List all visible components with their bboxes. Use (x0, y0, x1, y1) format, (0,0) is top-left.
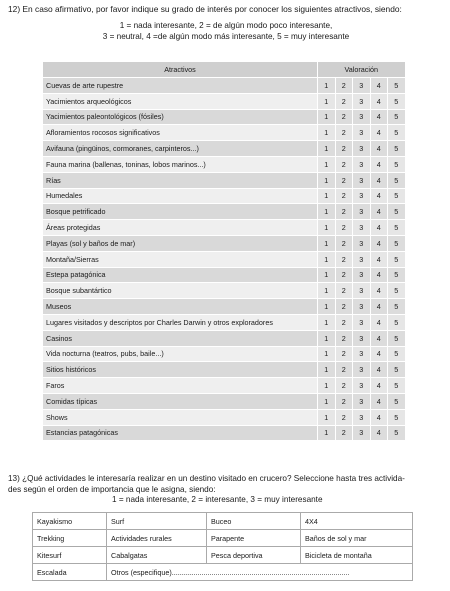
rating-option-5[interactable]: 5 (388, 409, 406, 425)
rating-option-4[interactable]: 4 (370, 188, 388, 204)
attraction-name: Faros (43, 378, 318, 394)
rating-option-3[interactable]: 3 (353, 188, 371, 204)
rating-option-4[interactable]: 4 (370, 251, 388, 267)
attraction-name: Estepa patagónica (43, 267, 318, 283)
question-13 (8, 474, 444, 506)
attraction-name: Humedales (43, 188, 318, 204)
attraction-name: Afloramientos rocosos significativos (43, 125, 318, 141)
rating-option-3[interactable]: 3 (353, 204, 371, 220)
attraction-row (43, 141, 406, 157)
activity-row (33, 513, 413, 530)
rating-option-4[interactable]: 4 (370, 125, 388, 141)
rating-option-4[interactable]: 4 (370, 330, 388, 346)
question-12-text: 12) En caso afirmativo, por favor indique su grado de interés por conocer los siguientes atractivos, siendo: (8, 4, 402, 14)
rating-option-2[interactable]: 2 (335, 362, 353, 378)
attraction-row (43, 188, 406, 204)
rating-option-3[interactable]: 3 (353, 425, 371, 441)
rating-option-3[interactable]: 3 (353, 220, 371, 236)
attraction-name: Avifauna (pingüinos, cormoranes, carpinteros...) (43, 141, 318, 157)
attraction-name: Vida nocturna (teatros, pubs, baile...) (43, 346, 318, 362)
other-specify-field[interactable]: Otros (especifique)......................................................................................... (107, 564, 413, 581)
attraction-row (43, 109, 406, 125)
attraction-name: Casinos (43, 330, 318, 346)
rating-option-4[interactable]: 4 (370, 204, 388, 220)
attraction-name: Playas (sol y baños de mar) (43, 235, 318, 251)
activity-cell[interactable]: Actividades rurales (107, 530, 207, 547)
rating-option-3[interactable]: 3 (353, 393, 371, 409)
rating-option-4[interactable]: 4 (370, 220, 388, 236)
attraction-name: Yacimientos arqueológicos (43, 93, 318, 109)
rating-option-3[interactable]: 3 (353, 283, 371, 299)
rating-option-1[interactable]: 1 (318, 393, 336, 409)
rating-option-4[interactable]: 4 (370, 378, 388, 394)
rating-option-5[interactable]: 5 (388, 267, 406, 283)
activity-row (33, 530, 413, 547)
attraction-name: Lugares visitados y descriptos por Charles Darwin y otros exploradores (43, 314, 318, 330)
rating-option-1[interactable]: 1 (318, 204, 336, 220)
rating-option-2[interactable]: 2 (335, 283, 353, 299)
attraction-row (43, 299, 406, 315)
activity-row (33, 547, 413, 564)
rating-option-5[interactable]: 5 (388, 188, 406, 204)
rating-option-5[interactable]: 5 (388, 251, 406, 267)
rating-option-5[interactable]: 5 (388, 156, 406, 172)
rating-option-2[interactable]: 2 (335, 156, 353, 172)
rating-option-5[interactable]: 5 (388, 93, 406, 109)
attraction-row (43, 172, 406, 188)
rating-option-4[interactable]: 4 (370, 299, 388, 315)
rating-option-4[interactable]: 4 (370, 409, 388, 425)
activity-cell[interactable]: Bicicleta de montaña (301, 547, 413, 564)
rating-option-2[interactable]: 2 (335, 409, 353, 425)
rating-option-5[interactable]: 5 (388, 109, 406, 125)
rating-option-2[interactable]: 2 (335, 172, 353, 188)
attraction-row (43, 204, 406, 220)
rating-option-5[interactable]: 5 (388, 172, 406, 188)
rating-option-5[interactable]: 5 (388, 220, 406, 236)
rating-option-2[interactable]: 2 (335, 378, 353, 394)
activity-cell[interactable]: Cabalgatas (107, 547, 207, 564)
rating-option-3[interactable]: 3 (353, 109, 371, 125)
attraction-row (43, 425, 406, 441)
activities-table (32, 512, 413, 581)
attraction-name: Montaña/Sierras (43, 251, 318, 267)
rating-option-2[interactable]: 2 (335, 314, 353, 330)
rating-option-1[interactable]: 1 (318, 425, 336, 441)
rating-option-5[interactable]: 5 (388, 204, 406, 220)
rating-option-1[interactable]: 1 (318, 220, 336, 236)
scale-line-1: 1 = nada interesante, 2 = de algún modo poco interesante, (119, 21, 333, 30)
rating-option-1[interactable]: 1 (318, 314, 336, 330)
attraction-row (43, 125, 406, 141)
rating-option-5[interactable]: 5 (388, 235, 406, 251)
rating-option-4[interactable]: 4 (370, 425, 388, 441)
rating-option-4[interactable]: 4 (370, 78, 388, 94)
rating-option-4[interactable]: 4 (370, 314, 388, 330)
rating-option-1[interactable]: 1 (318, 362, 336, 378)
attraction-row (43, 330, 406, 346)
rating-option-4[interactable]: 4 (370, 172, 388, 188)
rating-option-3[interactable]: 3 (353, 141, 371, 157)
rating-option-2[interactable]: 2 (335, 299, 353, 315)
rating-option-2[interactable]: 2 (335, 204, 353, 220)
question-13-line-2: des según el orden de importancia que le asigna, siendo: (8, 484, 216, 494)
activity-row (33, 564, 413, 581)
attraction-row (43, 78, 406, 94)
rating-option-3[interactable]: 3 (353, 362, 371, 378)
rating-option-1[interactable]: 1 (318, 299, 336, 315)
activity-cell[interactable]: Escalada (33, 564, 107, 581)
attraction-row (43, 314, 406, 330)
rating-option-1[interactable]: 1 (318, 156, 336, 172)
attraction-row (43, 409, 406, 425)
rating-option-2[interactable]: 2 (335, 425, 353, 441)
activity-cell[interactable]: Pesca deportiva (207, 547, 301, 564)
rating-option-4[interactable]: 4 (370, 93, 388, 109)
attraction-name: Bosque petrificado (43, 204, 318, 220)
rating-option-2[interactable]: 2 (335, 141, 353, 157)
rating-option-3[interactable]: 3 (353, 93, 371, 109)
rating-option-1[interactable]: 1 (318, 172, 336, 188)
rating-option-1[interactable]: 1 (318, 141, 336, 157)
rating-option-2[interactable]: 2 (335, 393, 353, 409)
rating-option-1[interactable]: 1 (318, 346, 336, 362)
rating-option-2[interactable]: 2 (335, 346, 353, 362)
rating-option-3[interactable]: 3 (353, 251, 371, 267)
rating-option-5[interactable]: 5 (388, 299, 406, 315)
header-attractions: Atractivos (43, 62, 318, 78)
rating-option-2[interactable]: 2 (335, 235, 353, 251)
rating-option-3[interactable]: 3 (353, 78, 371, 94)
attraction-name: Sitios históricos (43, 362, 318, 378)
rating-option-4[interactable]: 4 (370, 156, 388, 172)
rating-option-3[interactable]: 3 (353, 346, 371, 362)
attraction-name: Estancias patagónicas (43, 425, 318, 441)
rating-option-2[interactable]: 2 (335, 78, 353, 94)
activity-cell[interactable]: Surf (107, 513, 207, 530)
rating-option-3[interactable]: 3 (353, 378, 371, 394)
rating-option-4[interactable]: 4 (370, 267, 388, 283)
rating-option-3[interactable]: 3 (353, 172, 371, 188)
rating-option-2[interactable]: 2 (335, 93, 353, 109)
rating-option-5[interactable]: 5 (388, 141, 406, 157)
attraction-name: Shows (43, 409, 318, 425)
question-13-scale: 1 = nada interesante, 2 = interesante, 3 = muy interesante (112, 495, 323, 504)
attraction-row (43, 393, 406, 409)
attraction-row (43, 220, 406, 236)
question-13-line-1: 13) ¿Qué actividades le interesaría realizar en un destino visitado en crucero? Seleccione hasta tres activida- (8, 474, 405, 483)
rating-option-5[interactable]: 5 (388, 330, 406, 346)
rating-option-1[interactable]: 1 (318, 109, 336, 125)
rating-option-5[interactable]: 5 (388, 78, 406, 94)
rating-option-3[interactable]: 3 (353, 314, 371, 330)
attraction-row (43, 378, 406, 394)
rating-option-5[interactable]: 5 (388, 283, 406, 299)
rating-option-3[interactable]: 3 (353, 330, 371, 346)
activity-cell[interactable]: Trekking (33, 530, 107, 547)
attraction-name: Yacimientos paleontológicos (fósiles) (43, 109, 318, 125)
rating-option-5[interactable]: 5 (388, 425, 406, 441)
rating-option-1[interactable]: 1 (318, 409, 336, 425)
attraction-name: Rías (43, 172, 318, 188)
attraction-row (43, 93, 406, 109)
attraction-name: Áreas protegidas (43, 220, 318, 236)
attraction-row (43, 283, 406, 299)
rating-option-1[interactable]: 1 (318, 267, 336, 283)
attraction-name: Bosque subantártico (43, 283, 318, 299)
rating-option-5[interactable]: 5 (388, 378, 406, 394)
rating-option-5[interactable]: 5 (388, 362, 406, 378)
rating-option-2[interactable]: 2 (335, 330, 353, 346)
rating-option-1[interactable]: 1 (318, 235, 336, 251)
rating-option-2[interactable]: 2 (335, 251, 353, 267)
rating-option-2[interactable]: 2 (335, 125, 353, 141)
attraction-row (43, 362, 406, 378)
rating-option-4[interactable]: 4 (370, 362, 388, 378)
rating-option-4[interactable]: 4 (370, 235, 388, 251)
rating-option-3[interactable]: 3 (353, 299, 371, 315)
rating-option-1[interactable]: 1 (318, 125, 336, 141)
scale-line-2: 3 = neutral, 4 =de algún modo más interesante, 5 = muy interesante (102, 31, 350, 41)
activity-cell[interactable]: Parapente (207, 530, 301, 547)
attraction-row (43, 346, 406, 362)
rating-option-3[interactable]: 3 (353, 267, 371, 283)
rating-option-3[interactable]: 3 (353, 235, 371, 251)
attraction-row (43, 251, 406, 267)
rating-option-4[interactable]: 4 (370, 393, 388, 409)
attraction-name: Cuevas de arte rupestre (43, 78, 318, 94)
rating-option-2[interactable]: 2 (335, 109, 353, 125)
header-rating: Valoración (318, 62, 406, 78)
rating-option-1[interactable]: 1 (318, 188, 336, 204)
activity-cell[interactable]: Baños de sol y mar (301, 530, 413, 547)
attractions-table (42, 61, 406, 441)
rating-option-3[interactable]: 3 (353, 409, 371, 425)
question-12 (8, 4, 444, 42)
rating-option-1[interactable]: 1 (318, 251, 336, 267)
attraction-row (43, 235, 406, 251)
rating-option-1[interactable]: 1 (318, 93, 336, 109)
rating-option-2[interactable]: 2 (335, 267, 353, 283)
attraction-row (43, 156, 406, 172)
rating-option-5[interactable]: 5 (388, 346, 406, 362)
attraction-name: Fauna marina (ballenas, toninas, lobos marinos...) (43, 156, 318, 172)
attraction-name: Museos (43, 299, 318, 315)
activity-cell[interactable]: Kayakismo (33, 513, 107, 530)
rating-option-2[interactable]: 2 (335, 220, 353, 236)
rating-option-4[interactable]: 4 (370, 109, 388, 125)
rating-option-1[interactable]: 1 (318, 378, 336, 394)
rating-option-5[interactable]: 5 (388, 393, 406, 409)
rating-option-1[interactable]: 1 (318, 330, 336, 346)
rating-option-1[interactable]: 1 (318, 78, 336, 94)
activity-cell[interactable]: 4X4 (301, 513, 413, 530)
rating-option-3[interactable]: 3 (353, 156, 371, 172)
rating-option-1[interactable]: 1 (318, 283, 336, 299)
rating-option-4[interactable]: 4 (370, 141, 388, 157)
rating-option-3[interactable]: 3 (353, 125, 371, 141)
rating-option-5[interactable]: 5 (388, 125, 406, 141)
activity-cell[interactable]: Buceo (207, 513, 301, 530)
rating-option-5[interactable]: 5 (388, 314, 406, 330)
attraction-row (43, 267, 406, 283)
activity-cell[interactable]: Kitesurf (33, 547, 107, 564)
attraction-name: Comidas típicas (43, 393, 318, 409)
rating-option-4[interactable]: 4 (370, 346, 388, 362)
rating-option-4[interactable]: 4 (370, 283, 388, 299)
rating-option-2[interactable]: 2 (335, 188, 353, 204)
